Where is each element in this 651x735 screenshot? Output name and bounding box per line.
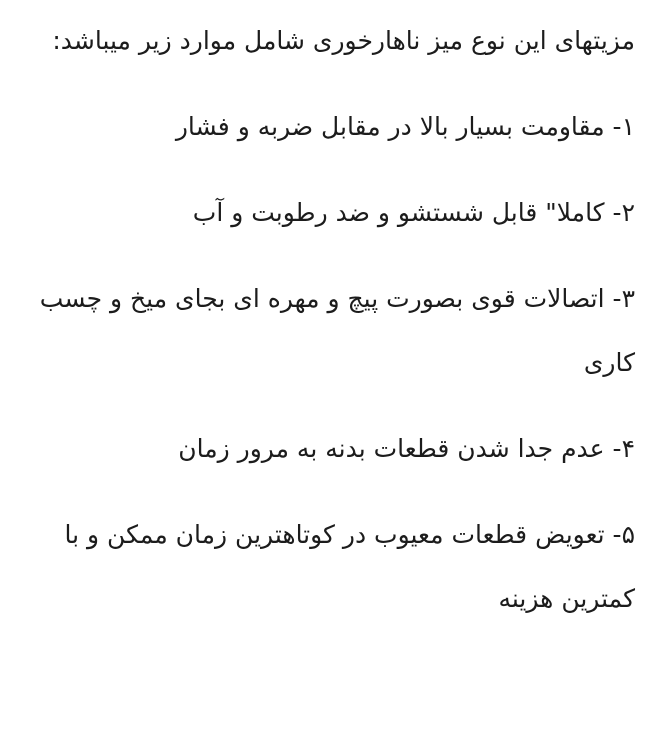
list-item: ۳- اتصالات قوی بصورت پیچ و مهره ای بجای میخ و چسب کاری bbox=[39, 284, 635, 377]
intro-paragraph: مزیتهای این نوع میز ناهارخوری شامل موارد زیر میباشد: bbox=[52, 26, 635, 55]
list-item: ۱- مقاومت بسیار بالا در مقابل ضربه و فشار bbox=[175, 112, 635, 141]
list-item: ۵- تعویض قطعات معیوب در کوتاهترین زمان ممکن و با کمترین هزینه bbox=[64, 520, 635, 613]
list-item: ۴- عدم جدا شدن قطعات بدنه به مرور زمان bbox=[178, 434, 635, 463]
list-item: ۲- کاملا" قابل شستشو و ضد رطوبت و آب bbox=[192, 198, 635, 227]
document-body bbox=[15, 9, 635, 653]
